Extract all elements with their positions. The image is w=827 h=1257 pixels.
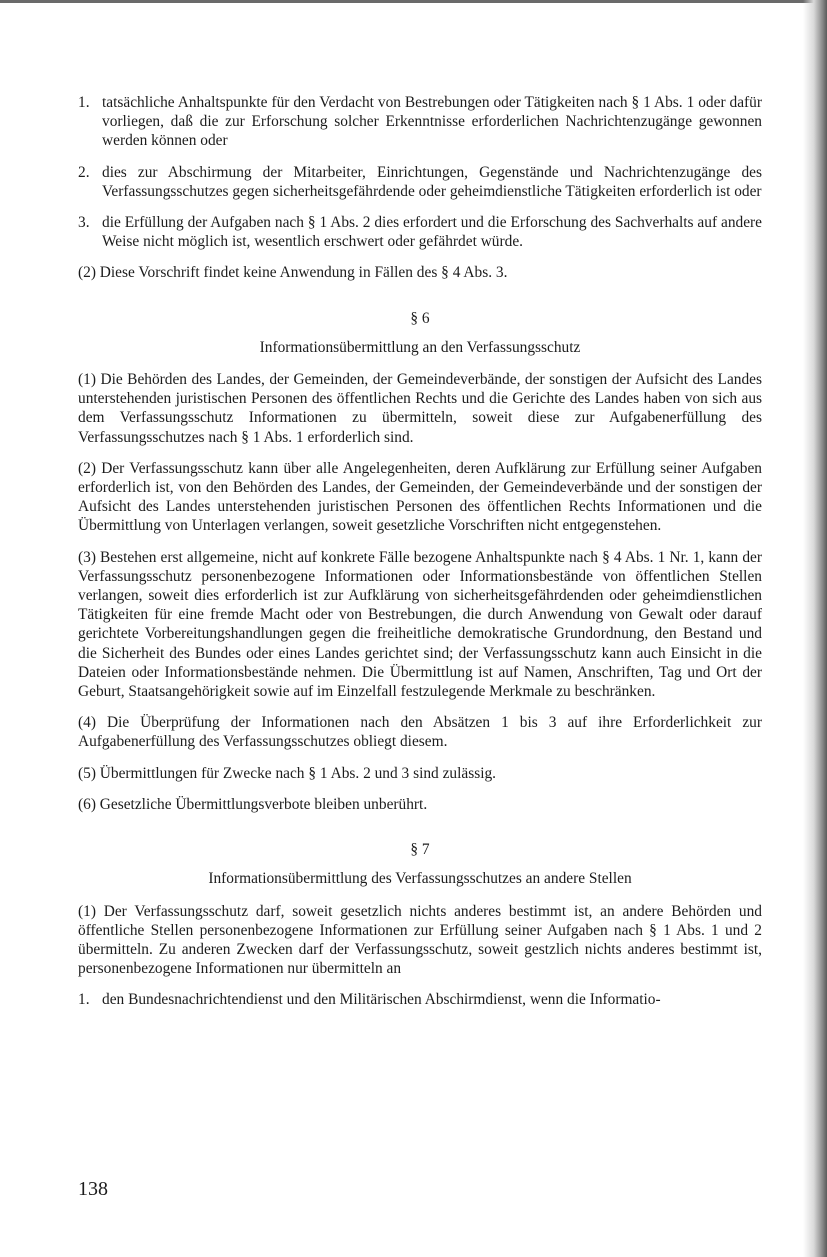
binding-edge-shadow [803,0,827,1257]
paragraph: (6) Gesetzliche Übermittlungsverbote bleiben unberührt. [78,795,428,813]
item-number: 3. [78,214,90,232]
section-title: Informationsübermittlung an den Verfassungsschutz [259,338,581,356]
item-text: dies zur Abschirmung der Mitarbeiter, Einrichtungen, Gegenstände und Nachrichtenzugänge des Verfassungsschutzes gegen sicherheitsgefährdende oder geheimdienstliche Tätigkeiten erforderlich ist oder [102,163,762,200]
paragraph: (2) Diese Vorschrift findet keine Anwendung in Fällen des § 4 Abs. 3. [78,264,508,282]
list-item [78,163,762,201]
page-number: 138 [78,1178,108,1200]
section-number: § 7 [410,841,430,859]
item-text: tatsächliche Anhaltspunkte für den Verdacht von Bestrebungen oder Tätigkeiten nach § 1 Abs. 1 oder dafür vorliegen, daß die zur Erforschung solcher Erkenntnisse erforderlichen Nachrichtenzugänge gewonnen werden können oder [102,94,762,150]
item-number: 1. [78,991,90,1009]
item-text: die Erfüllung der Aufgaben nach § 1 Abs. 2 dies erfordert und die Erforschung des Sachverhalts auf andere Weise nicht möglich ist, wesentlich erschwert oder gefährdet würde. [102,214,762,251]
list-item [78,213,762,251]
section-number: § 6 [410,309,430,327]
paragraph: (3) Bestehen erst allgemeine, nicht auf konkrete Fälle bezogene Anhaltspunkte nach § 4 Abs. 1 Nr. 1, kann der Verfassungsschutz personenbezogene Informationen oder Informationsbestände von öffentlichen Stellen verlangen, soweit dies erforderlich ist zur Aufklärung von sicherheitsgefährdenden oder geheimdienstlichen Tätigkeiten für eine fremde Macht oder von Bestrebungen, die durch Anwendung von Gewalt oder darauf gerichtete Vorbereitungshandlungen gegen die freiheitliche demokratische Grundordnung, den Bestand und die Sicherheit des Bundes oder eines Landes gerichtet sind; der Verfassungsschutz kann auch Einsicht in die Dateien oder Informationsbestände nehmen. Die Übermittlung ist auf Namen, Anschriften, Tag und Ort der Geburt, Staatsangehörigkeit sowie auf im Einzelfall festzulegende Merkmale zu beschränken. [78,548,762,701]
paragraph: (5) Übermittlungen für Zwecke nach § 1 Abs. 2 und 3 sind zulässig. [78,764,497,782]
item-number: 1. [78,94,90,111]
paragraph: (1) Der Verfassungsschutz darf, soweit gesetzlich nichts anderes bestimmt ist, an andere Behörden und öffentliche Stellen personenbezogene Informationen zur Erfüllung seiner Aufgaben nach § 1 Abs. 1 und 2 übermitteln. Zu anderen Zwecken darf der Verfassungsschutz, soweit gestzlich nichts anderes bestimmt ist, personenbezogene Informationen nur übermitteln an [78,902,762,978]
section-title: Informationsübermittlung des Verfassungsschutzes an andere Stellen [208,870,632,888]
item-number: 2. [78,163,90,181]
list-item [78,990,762,1009]
item-text: den Bundesnachrichtendienst und den Militärischen Abschirmdienst, wenn die Informatio- [102,991,661,1009]
page-top-rule [0,0,827,3]
paragraph: (4) Die Überprüfung der Informationen nach den Absätzen 1 bis 3 auf ihre Erforderlichkeit zur Aufgabenerfüllung des Verfassungsschutzes obliegt diesem. [78,714,762,751]
page-content [78,93,762,1022]
paragraph: (2) Der Verfassungsschutz kann über alle Angelegenheiten, deren Aufklärung zur Erfüllung seiner Aufgaben erforderlich ist, von den Behörden des Landes, der Gemeinden, der Gemeindeverbände und der sonstigen der Aufsicht des Landes unterstehenden juristischen Personen des öffentlichen Rechts Informationen und die Übermittlung von Unterlagen verlangen, soweit gesetzliche Vorschriften nicht entgegenstehen. [78,459,762,535]
paragraph: (1) Die Behörden des Landes, der Gemeinden, der Gemeindeverbände, der sonstigen der Aufsicht des Landes unterstehenden juristischen Personen des öffentlichen Rechts und die Gerichte des Landes haben von sich aus dem Verfassungsschutz Informationen zu übermitteln, soweit diese zur Aufgabenerfüllung des Verfassungsschutzes nach § 1 Abs. 1 erforderlich sind. [78,371,762,446]
list-item [78,93,762,151]
